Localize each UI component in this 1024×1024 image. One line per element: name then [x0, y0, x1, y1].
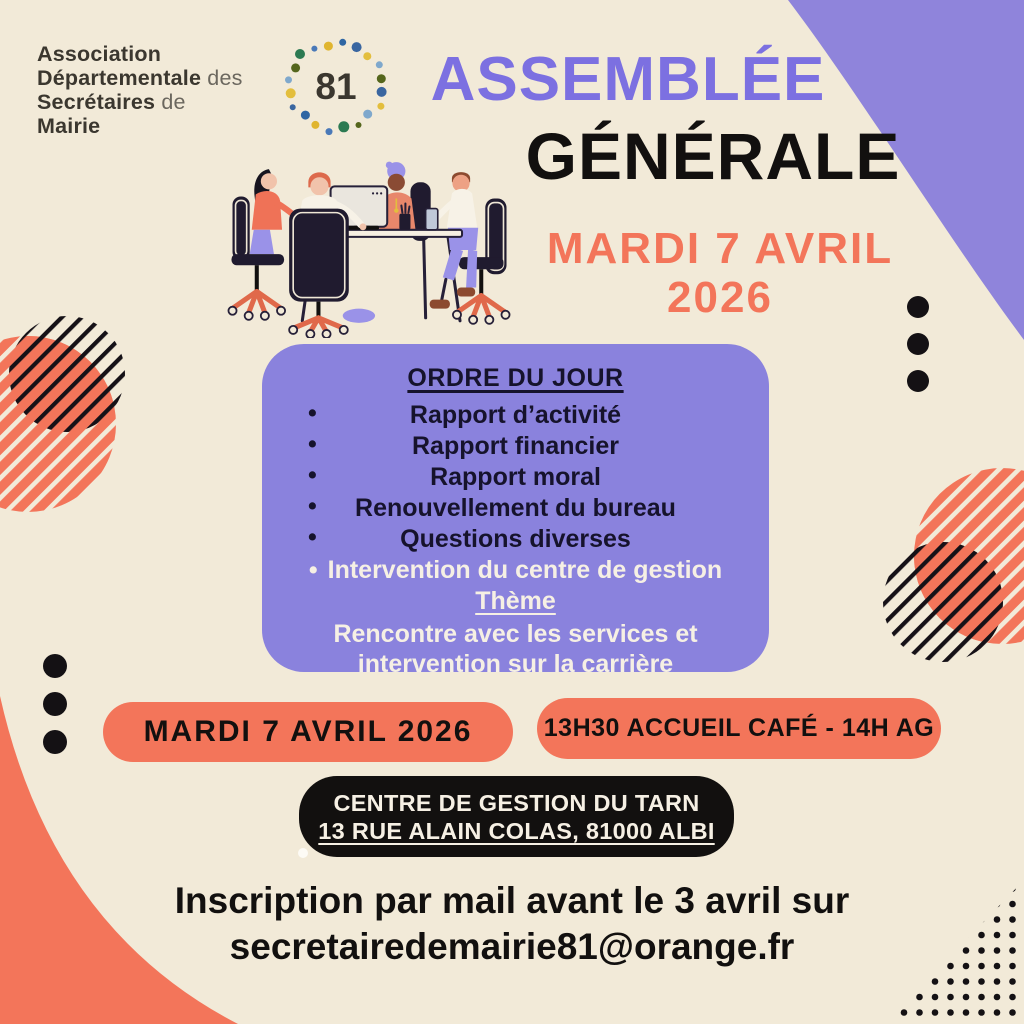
schedule-pill-label: 13H30 ACCUEIL CAFÉ - 14H AG	[543, 714, 935, 742]
logo-number: 81	[315, 66, 357, 107]
date-heading	[518, 224, 922, 322]
date-pill	[103, 702, 513, 762]
schedule-pill	[537, 698, 941, 759]
agenda-item	[262, 431, 769, 461]
right-striped-circles	[883, 468, 1024, 662]
date-pill-label: MARDI 7 AVRIL 2026	[143, 715, 473, 748]
venue-name: CENTRE DE GESTION DU TARN	[333, 789, 700, 816]
agenda-item-label: Rapport financier	[412, 432, 619, 460]
registration-note	[89, 878, 935, 970]
bullet-icon: •	[308, 399, 317, 427]
left-dots-decoration	[43, 654, 67, 754]
agenda-heading: ORDRE DU JOUR	[407, 364, 624, 392]
bullet-icon: •	[308, 461, 317, 489]
agenda-item	[262, 555, 769, 585]
bullet-icon: •	[308, 556, 318, 584]
theme-text: Rencontre avec les services et intervention sur la carrière	[333, 620, 698, 678]
left-striped-circles	[0, 316, 125, 512]
agenda-item	[262, 524, 769, 554]
association-name-line: Départementale des	[37, 66, 243, 90]
agenda-item	[262, 400, 769, 430]
bullet-icon: •	[308, 492, 317, 520]
bullet-icon: •	[308, 523, 317, 551]
agenda-item	[262, 462, 769, 492]
small-white-dot	[298, 848, 308, 858]
registration-line: Inscription par mail avant le 3 avril sur	[174, 880, 850, 921]
association-name-line: Association	[37, 42, 162, 66]
agenda-item-label: Intervention du centre de gestion	[327, 556, 723, 584]
agenda-item-label: Renouvellement du bureau	[355, 494, 676, 522]
registration-email: secretairedemairie81@orange.fr	[229, 926, 795, 967]
association-81-logo	[278, 28, 394, 144]
date-heading-line1: MARDI 7 AVRIL	[546, 224, 894, 273]
association-name	[37, 42, 293, 138]
association-name-line: Mairie	[37, 114, 101, 138]
bullet-icon: •	[308, 430, 317, 458]
agenda-box	[262, 344, 769, 678]
theme-label: Thème	[475, 587, 556, 615]
people-meeting-illustration	[210, 156, 526, 338]
agenda-item	[262, 493, 769, 523]
venue-pill	[299, 776, 734, 857]
venue-address: 13 RUE ALAIN COLAS, 81000 ALBI	[318, 817, 715, 844]
association-name-line: Secrétaires de	[37, 90, 186, 114]
agenda-item-label: Questions diverses	[400, 525, 631, 553]
agenda-item-label: Rapport moral	[430, 463, 601, 491]
title-assemblee: ASSEMBLÉE	[430, 45, 826, 114]
title-generale: GÉNÉRALE	[525, 119, 901, 193]
agenda-item-label: Rapport d’activité	[409, 401, 622, 429]
date-heading-line2: 2026	[667, 273, 773, 322]
agenda-list	[262, 400, 769, 585]
